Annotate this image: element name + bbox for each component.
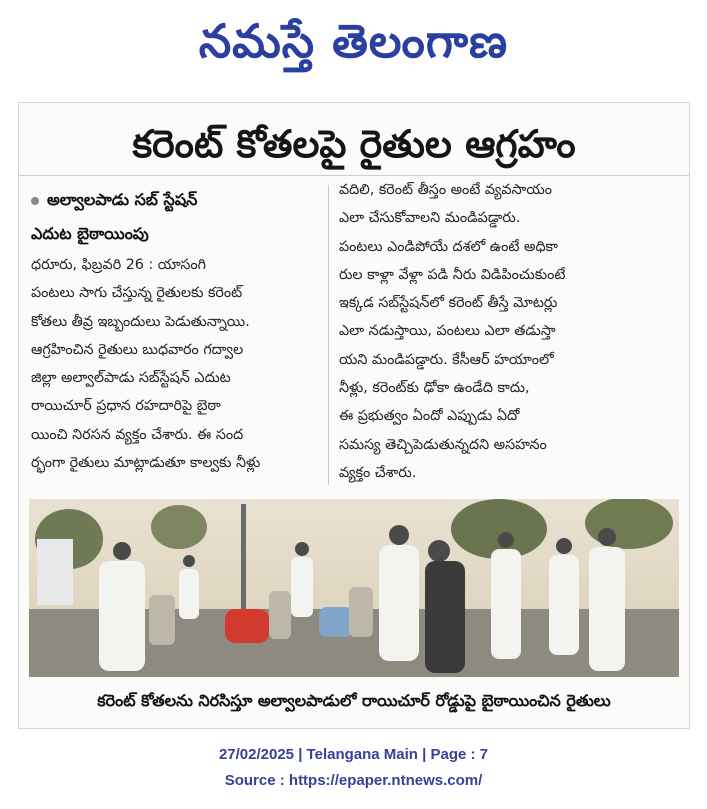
article-line: యని మండిపడ్డారు. కేసీఆర్ హయాంలో [339, 351, 554, 368]
farmers-protest-photo [29, 499, 679, 677]
article-body-right [339, 176, 629, 487]
article-line: యించి నిరసన వ్యక్తం చేశారు. ఈ సంద [31, 426, 244, 443]
article-line: నీళ్లు, కరెంట్‌కు ఢోకా ఉండేది కాదు, [339, 380, 530, 397]
article-line: ఆగ్రహించిన రైతులు బుధవారం గద్వాల [31, 341, 244, 358]
article-line: వదిలి, కరెంట్ తీస్తం అంటే వ్యవసాయం [339, 182, 552, 198]
article-line: ధరూరు, ఫిబ్రవరి 26 : యాసంగి [31, 257, 206, 273]
article-line: ఇక్కడ సబ్‌స్టేషన్‌లో కరెంట్ తీస్తే మోటర్లు [339, 295, 558, 312]
bullet-icon [31, 197, 39, 205]
newspaper-masthead: నమస్తే తెలంగాణ [198, 14, 509, 68]
protest-photo-illustration [29, 499, 679, 677]
article-line: రాయిచూర్ ప్రధాన రహదారిపై బైఠా [31, 398, 221, 415]
article-body-left [31, 251, 321, 477]
article-line: రుల కాళ్లా వేళ్లా పడి నీరు విడిపించుకుంటే [339, 266, 566, 283]
article-line: ర్భంగా రైతులు మాట్లాడుతూ కాల్వకు నీళ్లు [31, 455, 261, 472]
article-line: కోతలు తీవ్ర ఇబ్బందులు పెడుతున్నాయి. [31, 313, 250, 330]
page-footer [0, 742, 707, 794]
article-subhead-2: ఎదుట బైఠాయింపు [31, 224, 149, 243]
photo-caption: కరెంట్ కోతలను నిరసిస్తూ అల్వాలపాడులో రాయిచూర్ రోడ్డుపై బైఠాయించిన రైతులు [97, 691, 611, 710]
article-right-column [339, 176, 629, 487]
article-left-column [31, 183, 321, 477]
article-line: జిల్లా అల్వాల్‌పాడు సబ్‌స్టేషన్ ఎదుట [31, 370, 231, 387]
article-line: ఎలా నడుస్తాయి, పంటలు ఎలా తడుస్తా [339, 323, 556, 340]
column-divider [328, 185, 329, 485]
article-subhead-1: అల్వాలపాడు సబ్ స్టేషన్ [31, 183, 321, 217]
article-line: పంటలు ఎండిపోయే దశలో ఉంటే అధికా [339, 238, 558, 255]
source-link[interactable]: Source : https://epaper.ntnews.com/ [224, 772, 483, 789]
article-line: పంటలు సాగు చేస్తున్న రైతులకు కరెంట్ [31, 285, 243, 302]
article-line: ఈ ప్రభుత్వం ఏందో ఎప్పుడు ఏదో [339, 408, 520, 425]
news-clipping [18, 102, 690, 729]
article-line: ఎలా చేసుకోవాలని మండిపడ్డారు. [339, 210, 521, 227]
edition-info: 27/02/2025 | Telangana Main | Page : 7 [218, 746, 489, 763]
article-headline: కరెంట్ కోతలపై రైతుల ఆగ్రహం [19, 113, 689, 176]
article-line: వ్యక్తం చేశారు. [339, 464, 417, 481]
article-line: సమస్య తెచ్చిపెడుతున్నదని అసహనం [339, 436, 547, 453]
